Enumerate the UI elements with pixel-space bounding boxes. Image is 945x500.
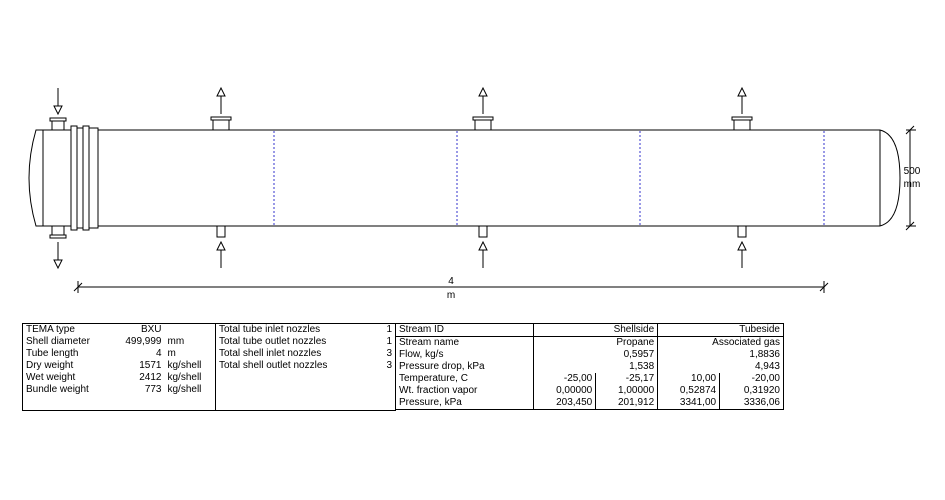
diameter-unit: mm <box>903 179 921 190</box>
design-label: Bundle weight <box>26 384 89 395</box>
design-row <box>23 384 216 396</box>
design-value: 499,999 <box>125 336 162 347</box>
nozzle-count: 3 <box>386 360 392 371</box>
nozzle-label: Total tube outlet nozzles <box>219 336 327 347</box>
shellside-header: Shellside <box>534 324 658 337</box>
design-label: Shell diameter <box>26 336 90 347</box>
stream-row <box>396 349 784 361</box>
shell-out-value: 201,912 <box>596 397 658 410</box>
design-unit: kg/shell <box>167 360 202 371</box>
design-unit: mm <box>167 336 185 347</box>
design-unit <box>165 324 216 337</box>
nozzle-row <box>216 324 396 337</box>
shell-outlet-nozzle <box>213 120 229 130</box>
channel-barrel <box>43 130 71 226</box>
tube-in-value: 0,52874 <box>658 385 720 397</box>
nozzle-label: Total shell outlet nozzles <box>219 360 328 371</box>
stream-row <box>396 361 784 373</box>
design-value: 4 <box>155 348 162 359</box>
shell-end-cap <box>880 130 900 226</box>
stream-header-row <box>396 324 784 337</box>
shell-outlet-arrow <box>738 88 746 114</box>
design-row <box>23 324 216 337</box>
nozzle-count: 1 <box>386 336 392 347</box>
flange <box>77 128 83 228</box>
design-value: 2412 <box>139 372 162 383</box>
stream-label: Stream name <box>396 337 534 350</box>
stream-label: Temperature, C <box>396 373 534 385</box>
tube-inlet-arrow <box>54 88 62 114</box>
nozzle-row <box>216 348 396 360</box>
shell-outlet-nozzle <box>734 120 750 130</box>
design-row <box>23 336 216 348</box>
tube-outlet-arrow <box>54 242 62 268</box>
stream-table <box>396 323 784 410</box>
shell-in-value: 203,450 <box>534 397 596 410</box>
design-row <box>23 372 216 384</box>
shell-inlet-arrow <box>738 242 746 268</box>
design-label: Tube length <box>26 348 79 359</box>
tubeside-value: Associated gas <box>712 337 780 348</box>
design-row <box>23 360 216 372</box>
design-unit: kg/shell <box>167 372 202 383</box>
shell-out-value: 1,00000 <box>596 385 658 397</box>
design-label: Dry weight <box>26 360 74 371</box>
tube-out-value: 0,31920 <box>743 385 780 396</box>
nozzle-count: 3 <box>386 348 392 359</box>
flange <box>83 126 89 230</box>
tube-out-value: 3336,06 <box>743 397 780 408</box>
shellside-value: 0,5957 <box>534 349 658 361</box>
baffles <box>274 131 824 225</box>
stream-row <box>396 385 784 397</box>
tube-in-value: 10,00 <box>658 373 720 385</box>
nozzle-count: 1 <box>386 324 392 335</box>
design-label: Wet weight <box>26 372 76 383</box>
nozzle-label: Total tube inlet nozzles <box>219 324 321 335</box>
design-table <box>22 323 216 411</box>
stream-id-label: Stream ID <box>396 324 534 337</box>
length-unit: m <box>446 290 456 301</box>
shell-outlet-arrow <box>479 88 487 114</box>
nozzle-label: Total shell inlet nozzles <box>219 348 322 359</box>
diameter-value: 500 <box>903 166 921 177</box>
stream-label: Pressure, kPa <box>396 397 534 410</box>
design-value: 773 <box>144 384 162 395</box>
channel-head <box>29 130 43 226</box>
shell-in-value: -25,00 <box>534 373 596 385</box>
shell-out-value: -25,17 <box>596 373 658 385</box>
diameter-dimension <box>906 126 916 230</box>
flange <box>71 126 77 230</box>
design-label: TEMA type <box>26 324 75 335</box>
design-value: 1571 <box>139 360 162 371</box>
stream-row <box>396 397 784 410</box>
tube-in-value: 3341,00 <box>658 397 720 410</box>
length-value: 4 <box>448 276 454 287</box>
tubeside-header: Tubeside <box>658 324 784 337</box>
shell-inlet-nozzle <box>479 226 487 237</box>
shellside-value: Propane <box>534 337 658 350</box>
shell-inlet-nozzle <box>738 226 746 237</box>
nozzle-table <box>216 323 396 411</box>
shell-inlet-arrow <box>217 242 225 268</box>
flange <box>89 128 98 228</box>
design-unit: kg/shell <box>167 384 202 395</box>
shellside-value: 1,538 <box>534 361 658 373</box>
stream-row <box>396 373 784 385</box>
nozzle-row <box>216 360 396 372</box>
shell-outlet-nozzle <box>475 120 491 130</box>
stream-label: Flow, kg/s <box>396 349 534 361</box>
design-unit: m <box>167 348 176 359</box>
stream-row <box>396 337 784 350</box>
design-value: BXU <box>140 324 162 335</box>
shell-outlet-arrow <box>217 88 225 114</box>
shell-inlet-nozzle <box>217 226 225 237</box>
nozzle-row <box>216 336 396 348</box>
stream-label: Wt. fraction vapor <box>396 385 534 397</box>
tubeside-value: 4,943 <box>754 361 780 372</box>
tubeside-value: 1,8836 <box>749 349 780 360</box>
tube-out-value: -20,00 <box>751 373 780 384</box>
design-row <box>23 348 216 360</box>
stream-label: Pressure drop, kPa <box>396 361 534 373</box>
shell-inlet-arrow <box>479 242 487 268</box>
shell-in-value: 0,00000 <box>534 385 596 397</box>
